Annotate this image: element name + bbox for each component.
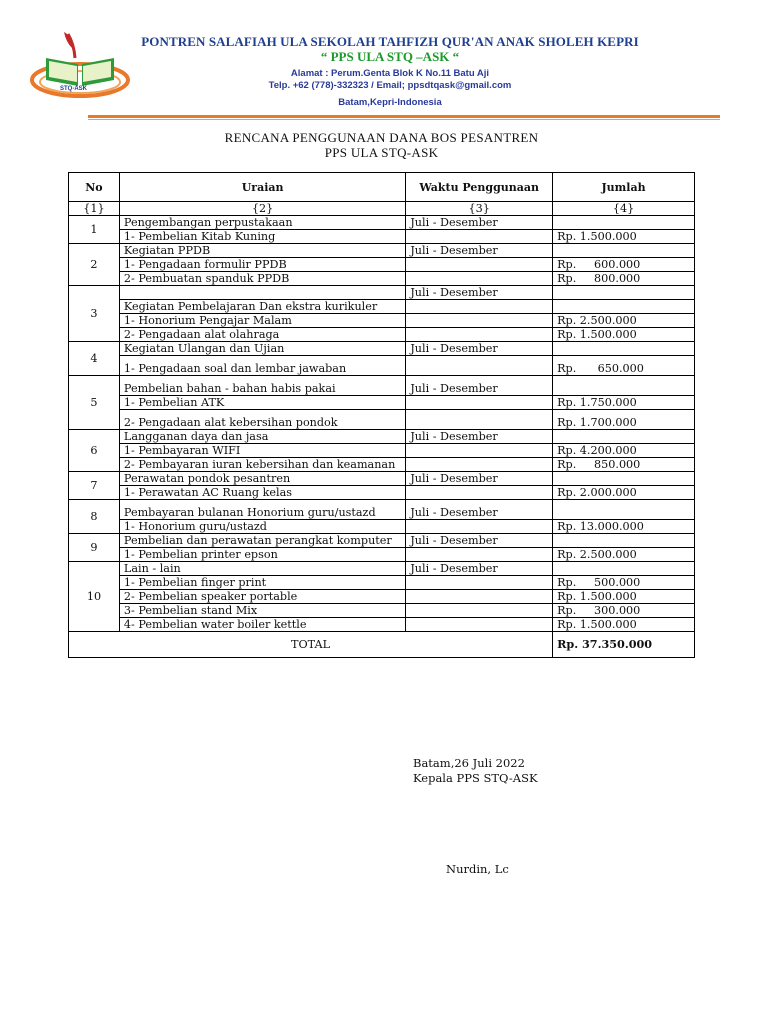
description-cell: 1- Pembayaran WIFI	[119, 444, 405, 458]
period-cell	[406, 300, 553, 314]
description-cell: Kegiatan Ulangan dan Ujian	[119, 342, 405, 356]
row-number: 10	[69, 562, 120, 632]
amount-cell: Rp. 13.000.000	[553, 520, 695, 534]
amount-cell	[553, 472, 695, 486]
table-row	[69, 410, 695, 430]
description-cell: 1- Pembelian printer epson	[119, 548, 405, 562]
row-number: 5	[69, 376, 120, 430]
description-cell: 1- Pengadaan soal dan lembar jawaban	[119, 356, 405, 376]
amount-cell: Rp. 1.750.000	[553, 396, 695, 410]
description-cell: Pembelian dan perawatan perangkat komputer	[119, 534, 405, 548]
row-number: 4	[69, 342, 120, 376]
amount-cell	[553, 342, 695, 356]
logo-caption: STQ-ASK	[60, 86, 87, 92]
description-cell: 4- Pembelian water boiler kettle	[119, 618, 405, 632]
table-row	[69, 534, 695, 548]
table-row	[69, 300, 695, 314]
budget-table	[68, 172, 695, 658]
description-cell: 2- Pembuatan spanduk PPDB	[119, 272, 405, 286]
period-cell: Juli - Desember	[406, 562, 553, 576]
description-cell: 1- Pembelian Kitab Kuning	[119, 230, 405, 244]
header-uraian: Uraian	[119, 173, 405, 202]
total-label: TOTAL	[69, 632, 553, 658]
table-row	[69, 314, 695, 328]
row-number: 6	[69, 430, 120, 472]
description-cell	[119, 286, 405, 300]
school-name: “ PPS ULA STQ –ASK “	[320, 49, 460, 64]
period-cell	[406, 410, 553, 430]
table-row	[69, 342, 695, 356]
period-cell: Juli - Desember	[406, 430, 553, 444]
description-cell: Pembelian bahan - bahan habis pakai	[119, 376, 405, 396]
period-cell	[406, 520, 553, 534]
description-cell: 1- Honorium Pengajar Malam	[119, 314, 405, 328]
description-cell: 2- Pembelian speaker portable	[119, 590, 405, 604]
period-cell	[406, 356, 553, 376]
description-cell: 2- Pembayaran iuran kebersihan dan keamanan	[119, 458, 405, 472]
amount-cell	[553, 534, 695, 548]
period-cell	[406, 576, 553, 590]
table-row	[69, 590, 695, 604]
signature-name: Nurdin, Lc	[446, 862, 509, 876]
header-waktu: Waktu Penggunaan	[406, 173, 553, 202]
row-number: 1	[69, 216, 120, 244]
period-cell	[406, 258, 553, 272]
description-cell: 1- Pengadaan formulir PPDB	[119, 258, 405, 272]
description-cell: 3- Pembelian stand Mix	[119, 604, 405, 618]
description-cell: 2- Pengadaan alat olahraga	[119, 328, 405, 342]
row-number: 3	[69, 286, 120, 342]
table-body	[69, 216, 695, 632]
address-line: Alamat : Perum.Genta Blok K No.11 Batu Aji	[290, 68, 490, 79]
period-cell	[406, 548, 553, 562]
index-cell: {2}	[119, 202, 405, 216]
period-cell	[406, 458, 553, 472]
amount-cell	[553, 286, 695, 300]
contact-line: Telp. +62 (778)-332323 / Email; ppsdtqask@gmail.com	[268, 80, 512, 91]
amount-cell: Rp. 600.000	[553, 258, 695, 272]
amount-cell: Rp. 1.500.000	[553, 230, 695, 244]
period-cell: Juli - Desember	[406, 244, 553, 258]
table-row	[69, 520, 695, 534]
table-index-row	[69, 202, 695, 216]
signature-place-date: Batam,26 Juli 2022	[413, 756, 525, 770]
amount-cell: Rp. 500.000	[553, 576, 695, 590]
period-cell: Juli - Desember	[406, 342, 553, 356]
description-cell: 1- Pembelian finger print	[119, 576, 405, 590]
period-cell: Juli - Desember	[406, 216, 553, 230]
table-row	[69, 244, 695, 258]
amount-cell: Rp. 300.000	[553, 604, 695, 618]
period-cell	[406, 618, 553, 632]
table-row	[69, 562, 695, 576]
table-row	[69, 376, 695, 396]
amount-cell	[553, 430, 695, 444]
table-row	[69, 548, 695, 562]
header-no: No	[69, 173, 120, 202]
period-cell: Juli - Desember	[406, 500, 553, 520]
table-row	[69, 272, 695, 286]
amount-cell	[553, 300, 695, 314]
amount-cell: Rp. 2.500.000	[553, 314, 695, 328]
total-row	[69, 632, 695, 658]
table-header-row	[69, 173, 695, 202]
period-cell	[406, 486, 553, 500]
table-row	[69, 444, 695, 458]
table-row	[69, 230, 695, 244]
row-number: 7	[69, 472, 120, 500]
amount-cell	[553, 376, 695, 396]
table-row	[69, 430, 695, 444]
header-divider	[88, 115, 720, 118]
table-row	[69, 618, 695, 632]
table-row	[69, 458, 695, 472]
period-cell: Juli - Desember	[406, 376, 553, 396]
total-amount: Rp. 37.350.000	[553, 632, 695, 658]
signature-role: Kepala PPS STQ-ASK	[413, 771, 538, 785]
description-cell: Perawatan pondok pesantren	[119, 472, 405, 486]
period-cell	[406, 230, 553, 244]
period-cell	[406, 444, 553, 458]
amount-cell: Rp. 1.500.000	[553, 618, 695, 632]
amount-cell: Rp. 1.500.000	[553, 590, 695, 604]
index-cell: {1}	[69, 202, 120, 216]
document-title: RENCANA PENGGUNAAN DANA BOS PESANTREN	[224, 130, 539, 145]
amount-cell: Rp. 1.700.000	[553, 410, 695, 430]
row-number: 8	[69, 500, 120, 534]
description-cell: Pengembangan perpustakaan	[119, 216, 405, 230]
row-number: 2	[69, 244, 120, 286]
table-row	[69, 286, 695, 300]
amount-cell: Rp. 2.000.000	[553, 486, 695, 500]
description-cell: 1- Pembelian ATK	[119, 396, 405, 410]
description-cell: 1- Honorium guru/ustazd	[119, 520, 405, 534]
table-row	[69, 576, 695, 590]
description-cell: Kegiatan Pembelajaran Dan ekstra kurikuler	[119, 300, 405, 314]
row-number: 9	[69, 534, 120, 562]
period-cell	[406, 590, 553, 604]
description-cell: Lain - lain	[119, 562, 405, 576]
table-row	[69, 486, 695, 500]
amount-cell	[553, 562, 695, 576]
description-cell: 2- Pengadaan alat kebersihan pondok	[119, 410, 405, 430]
amount-cell: Rp. 850.000	[553, 458, 695, 472]
amount-cell: Rp. 2.500.000	[553, 548, 695, 562]
table-row	[69, 216, 695, 230]
period-cell: Juli - Desember	[406, 472, 553, 486]
institution-name: PONTREN SALAFIAH ULA SEKOLAH TAHFIZH QUR'AN ANAK SHOLEH KEPRI	[141, 34, 639, 49]
amount-cell: Rp. 4.200.000	[553, 444, 695, 458]
header-jumlah: Jumlah	[553, 173, 695, 202]
period-cell	[406, 328, 553, 342]
period-cell: Juli - Desember	[406, 534, 553, 548]
table-row	[69, 258, 695, 272]
city-line: Batam,Kepri-Indonesia	[338, 97, 442, 108]
amount-cell: Rp. 650.000	[553, 356, 695, 376]
document-subtitle: PPS ULA STQ-ASK	[324, 145, 439, 160]
period-cell	[406, 604, 553, 618]
index-cell: {4}	[553, 202, 695, 216]
period-cell	[406, 314, 553, 328]
amount-cell	[553, 216, 695, 230]
table-row	[69, 396, 695, 410]
description-cell: Kegiatan PPDB	[119, 244, 405, 258]
table-row	[69, 328, 695, 342]
amount-cell: Rp. 800.000	[553, 272, 695, 286]
period-cell	[406, 272, 553, 286]
amount-cell	[553, 500, 695, 520]
table-row	[69, 472, 695, 486]
table-row	[69, 356, 695, 376]
description-cell: 1- Perawatan AC Ruang kelas	[119, 486, 405, 500]
period-cell	[406, 396, 553, 410]
table-row	[69, 604, 695, 618]
amount-cell: Rp. 1.500.000	[553, 328, 695, 342]
description-cell: Pembayaran bulanan Honorium guru/ustazd	[119, 500, 405, 520]
table-row	[69, 500, 695, 520]
header-divider-thin	[88, 119, 720, 120]
description-cell: Langganan daya dan jasa	[119, 430, 405, 444]
amount-cell	[553, 244, 695, 258]
index-cell: {3}	[406, 202, 553, 216]
period-cell: Juli - Desember	[406, 286, 553, 300]
